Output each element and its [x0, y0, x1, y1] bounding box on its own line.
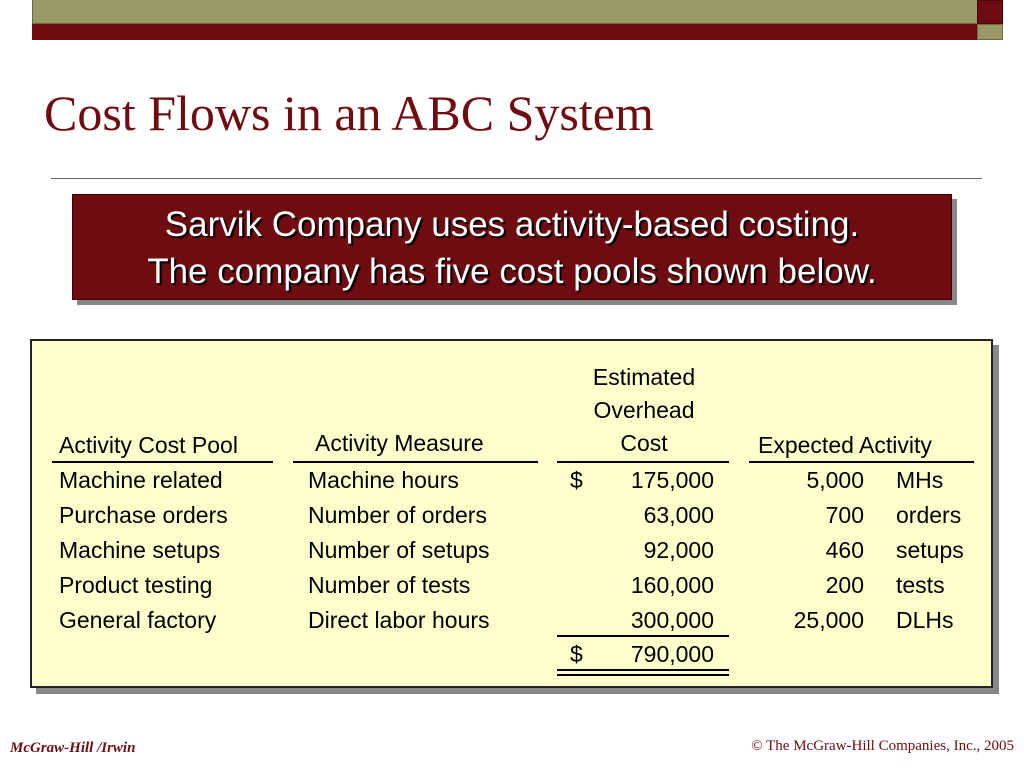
header-square-maroon: [977, 0, 1003, 24]
header-underline-activity: [749, 461, 974, 463]
row-3-pool: Machine setups: [59, 537, 221, 563]
title-divider: [51, 178, 982, 179]
callout-line-2: The company has five cost pools shown below.: [147, 252, 877, 291]
row-1-unit: MHs: [896, 467, 944, 493]
slide-title: Cost Flows in an ABC System: [44, 85, 654, 141]
row-5-unit: DLHs: [896, 607, 954, 633]
total-currency: $: [570, 641, 583, 667]
cost-pool-table: [30, 339, 993, 688]
total-top-rule: [557, 635, 729, 637]
row-3-qty: 460: [825, 537, 864, 563]
header-expected-activity: Expected Activity: [758, 432, 932, 458]
row-1-pool: Machine related: [59, 467, 223, 493]
total-double-rule-1: [557, 669, 729, 671]
header-activity-measure: Activity Measure: [315, 430, 484, 456]
row-3-measure: Number of setups: [308, 537, 490, 563]
header-bar-maroon: [32, 24, 977, 40]
row-4-cost: 160,000: [630, 572, 714, 598]
row-5-measure: Direct labor hours: [308, 607, 490, 633]
row-2-pool: Purchase orders: [59, 502, 228, 528]
header-bar-olive: [32, 0, 977, 24]
header-square-olive: [977, 24, 1003, 40]
footer-copyright: © The McGraw-Hill Companies, Inc., 2005: [751, 738, 1014, 754]
row-1-cost: 175,000: [630, 467, 714, 493]
callout-line-1: Sarvik Company uses activity-based costing.: [164, 205, 860, 244]
row-4-qty: 200: [825, 572, 864, 598]
row-1-measure: Machine hours: [308, 467, 459, 493]
row-2-unit: orders: [896, 502, 962, 528]
row-3-cost: 92,000: [643, 537, 714, 563]
row-5-pool: General factory: [59, 607, 217, 633]
header-cost-line-1: Estimated: [592, 364, 696, 390]
header-cost-line-2: Overhead: [593, 397, 695, 423]
total-double-rule-2: [557, 674, 729, 676]
header-cost-line-3: Cost: [620, 430, 668, 456]
row-2-cost: 63,000: [643, 502, 714, 528]
row-5-cost: 300,000: [630, 607, 714, 633]
row-2-qty: 700: [825, 502, 864, 528]
header-underline-pool: [52, 461, 273, 463]
header-underline-cost: [557, 461, 729, 463]
row-1-currency: $: [570, 467, 583, 493]
row-4-unit: tests: [896, 572, 945, 598]
row-4-pool: Product testing: [59, 572, 213, 598]
total-cost: 790,000: [630, 641, 714, 667]
row-3-unit: setups: [896, 537, 964, 563]
row-5-qty: 25,000: [793, 607, 864, 633]
header-underline-measure: [293, 461, 538, 463]
row-1-qty: 5,000: [806, 467, 864, 493]
row-4-measure: Number of tests: [308, 572, 471, 598]
header-activity-cost-pool: Activity Cost Pool: [59, 432, 238, 458]
row-2-measure: Number of orders: [308, 502, 487, 528]
footer-publisher: McGraw-Hill /Irwin: [10, 740, 136, 756]
callout-box: [72, 194, 952, 300]
